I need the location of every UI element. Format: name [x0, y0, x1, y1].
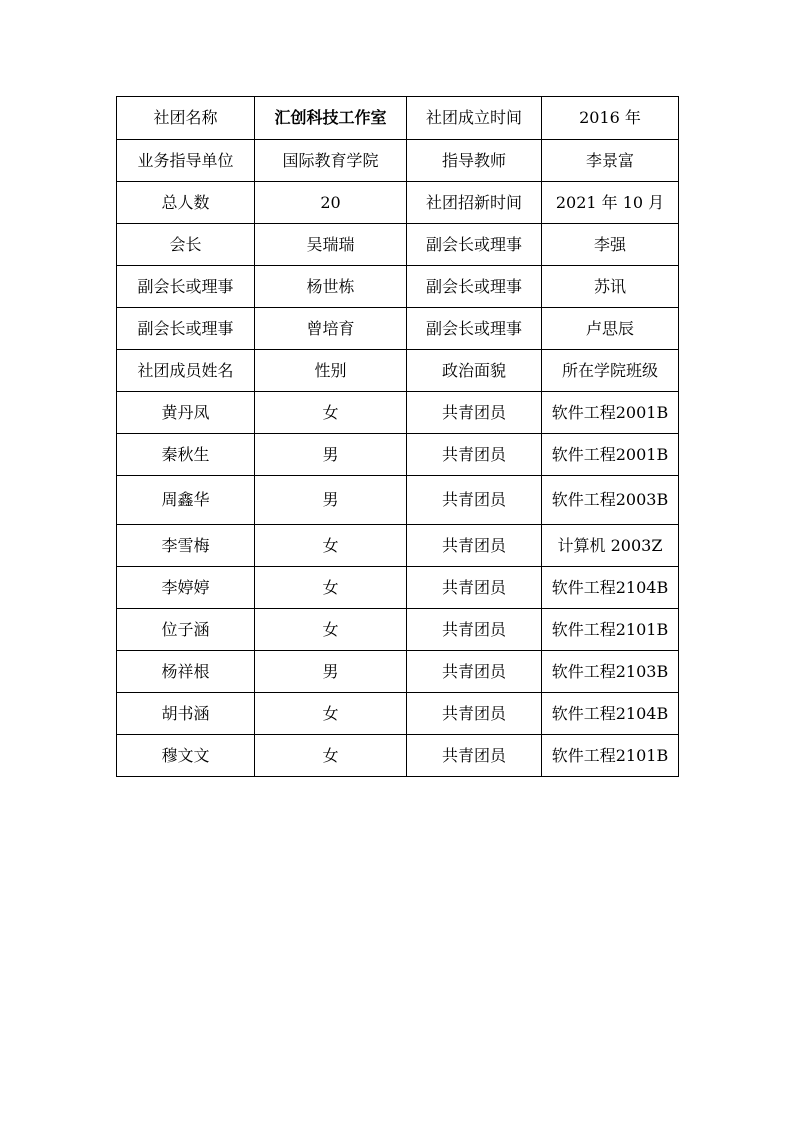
member-row: [117, 567, 679, 609]
member-row: [117, 609, 679, 651]
label-president: 会长: [117, 224, 255, 266]
member-political-status: 共青团员: [407, 693, 542, 735]
column-header-gender: 性别: [255, 350, 407, 392]
member-class: 软件工程2104B: [542, 693, 679, 735]
member-political-status: 共青团员: [407, 392, 542, 434]
table-row: [117, 97, 679, 140]
member-name: 秦秋生: [117, 434, 255, 476]
member-class: 软件工程2101B: [542, 735, 679, 777]
label-recruit-time: 社团招新时间: [407, 182, 542, 224]
member-name: 李婷婷: [117, 567, 255, 609]
member-gender: 男: [255, 434, 407, 476]
member-political-status: 共青团员: [407, 651, 542, 693]
member-political-status: 共青团员: [407, 434, 542, 476]
table-row: [117, 140, 679, 182]
member-political-status: 共青团员: [407, 525, 542, 567]
member-row: [117, 525, 679, 567]
member-name: 杨祥根: [117, 651, 255, 693]
label-vice-president: 副会长或理事: [407, 308, 542, 350]
club-info-table: [116, 96, 679, 777]
value-vice-president: 李强: [542, 224, 679, 266]
label-vice-president: 副会长或理事: [407, 224, 542, 266]
label-total-members: 总人数: [117, 182, 255, 224]
member-name: 胡书涵: [117, 693, 255, 735]
member-gender: 男: [255, 651, 407, 693]
member-row: [117, 735, 679, 777]
column-header-class: 所在学院班级: [542, 350, 679, 392]
member-name: 穆文文: [117, 735, 255, 777]
member-gender: 女: [255, 392, 407, 434]
member-gender: 女: [255, 525, 407, 567]
member-political-status: 共青团员: [407, 567, 542, 609]
value-advisor: 李景富: [542, 140, 679, 182]
member-row: [117, 651, 679, 693]
value-vice-president: 杨世栋: [255, 266, 407, 308]
member-gender: 女: [255, 735, 407, 777]
label-vice-president: 副会长或理事: [117, 266, 255, 308]
member-row: [117, 392, 679, 434]
value-vice-president: 卢思辰: [542, 308, 679, 350]
member-class: 软件工程2003B: [542, 476, 679, 525]
member-class: 软件工程2001B: [542, 392, 679, 434]
table-row: [117, 182, 679, 224]
member-name: 位子涵: [117, 609, 255, 651]
column-header-political-status: 政治面貌: [407, 350, 542, 392]
value-recruit-time: 2021 年 10 月: [542, 182, 679, 224]
member-political-status: 共青团员: [407, 476, 542, 525]
member-name: 周鑫华: [117, 476, 255, 525]
table-row: [117, 266, 679, 308]
value-founded-time: 2016 年: [542, 97, 679, 140]
member-row: [117, 476, 679, 525]
member-row: [117, 693, 679, 735]
value-club-name: 汇创科技工作室: [255, 97, 407, 140]
member-gender: 女: [255, 693, 407, 735]
member-class: 软件工程2104B: [542, 567, 679, 609]
value-vice-president: 曾培育: [255, 308, 407, 350]
member-class: 软件工程2001B: [542, 434, 679, 476]
member-political-status: 共青团员: [407, 735, 542, 777]
value-vice-president: 苏讯: [542, 266, 679, 308]
member-class: 软件工程2101B: [542, 609, 679, 651]
label-guidance-unit: 业务指导单位: [117, 140, 255, 182]
member-name: 李雪梅: [117, 525, 255, 567]
column-header-name: 社团成员姓名: [117, 350, 255, 392]
member-name: 黄丹凤: [117, 392, 255, 434]
value-total-members: 20: [255, 182, 407, 224]
label-vice-president: 副会长或理事: [117, 308, 255, 350]
member-gender: 女: [255, 567, 407, 609]
member-political-status: 共青团员: [407, 609, 542, 651]
label-vice-president: 副会长或理事: [407, 266, 542, 308]
member-class: 软件工程2103B: [542, 651, 679, 693]
member-row: [117, 434, 679, 476]
members-header-row: [117, 350, 679, 392]
label-club-name: 社团名称: [117, 97, 255, 140]
label-advisor: 指导教师: [407, 140, 542, 182]
member-class: 计算机 2003Z: [542, 525, 679, 567]
value-guidance-unit: 国际教育学院: [255, 140, 407, 182]
table-row: [117, 224, 679, 266]
member-gender: 男: [255, 476, 407, 525]
label-founded-time: 社团成立时间: [407, 97, 542, 140]
value-president: 吴瑞瑞: [255, 224, 407, 266]
member-gender: 女: [255, 609, 407, 651]
table-row: [117, 308, 679, 350]
